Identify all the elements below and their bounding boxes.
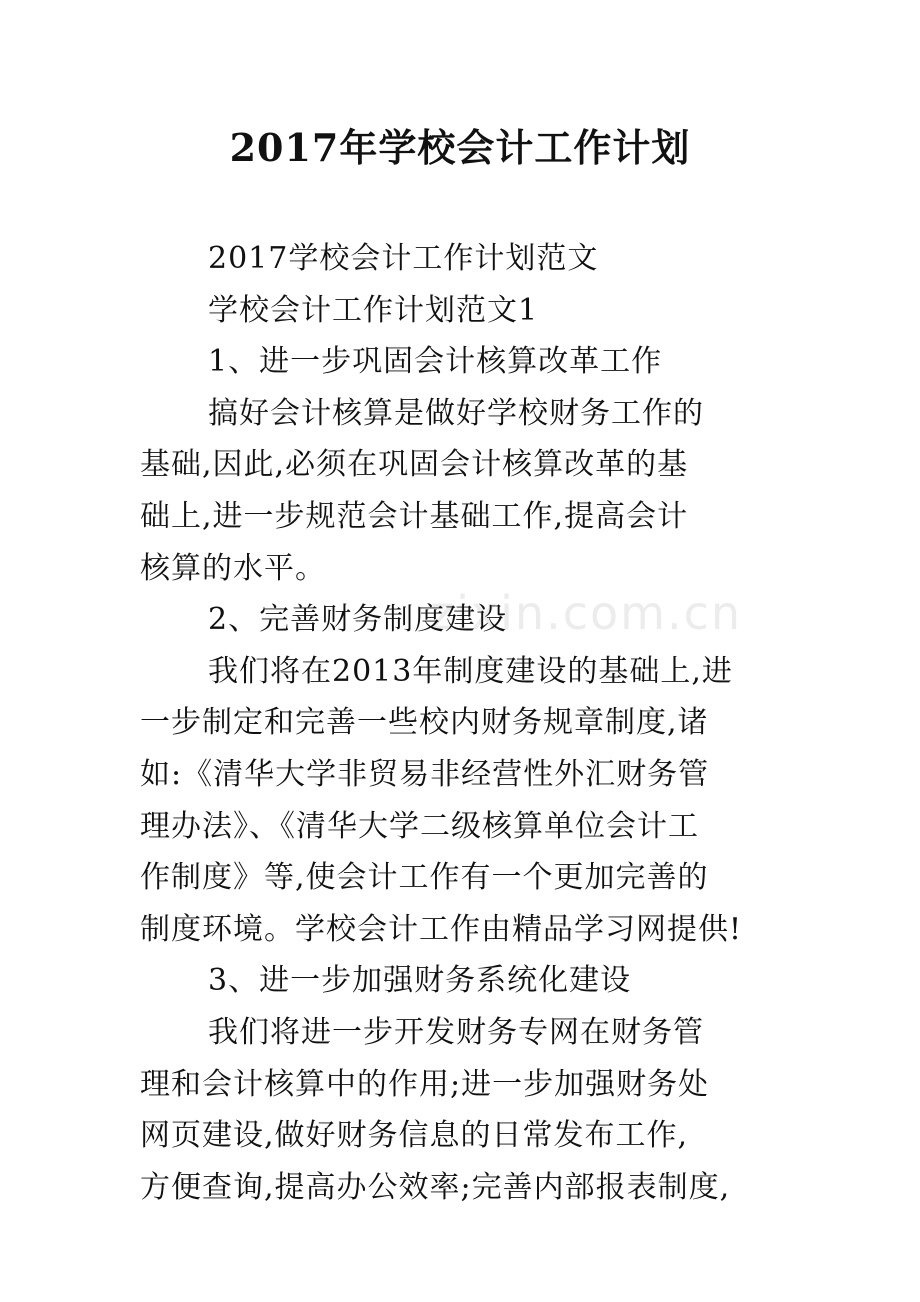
paragraph-line: 我们将在2013年制度建设的基础上,进 <box>208 653 733 689</box>
subtitle-line: 2017学校会计工作计划范文 <box>208 241 599 276</box>
paragraph-line: 基础,因此,必须在巩固会计核算改革的基 <box>140 447 689 483</box>
paragraph-line: 一步制定和完善一些校内财务规章制度,诸 <box>140 705 709 741</box>
item-heading-2: 2、完善财务制度建设 <box>208 602 508 638</box>
document-body <box>140 233 790 1213</box>
section-heading: 学校会计工作计划范文1 <box>208 292 539 328</box>
paragraph-line: 理和会计核算中的作用;进一步加强财务处 <box>140 1066 710 1102</box>
paragraph-line: 网页建设,做好财务信息的日常发布工作, <box>140 1118 689 1154</box>
paragraph-line: 我们将进一步开发财务专网在财务管 <box>208 1014 704 1050</box>
paragraph-line: 理办法》、《清华大学二级核算单位会计工 <box>140 808 699 844</box>
paragraph-line: 搞好会计核算是做好学校财务工作的 <box>208 395 704 431</box>
paragraph-line: 作制度》等,使会计工作有一个更加完善的 <box>140 860 709 896</box>
item-heading-3: 3、进一步加强财务系统化建设 <box>208 963 632 999</box>
paragraph-line: 制度环境。学校会计工作由精品学习网提供! <box>140 911 743 947</box>
paragraph-line: 如:《清华大学非贸易非经营性外汇财务管 <box>140 756 710 792</box>
paragraph-line: 础上,进一步规范会计基础工作,提高会计 <box>140 498 689 534</box>
watermark: zixin.com.cn <box>430 586 743 640</box>
paragraph-line: 核算的水平。 <box>140 550 326 586</box>
item-heading-1: 1、进一步巩固会计核算改革工作 <box>208 344 663 380</box>
document-title: 2017年学校会计工作计划 <box>229 125 691 170</box>
paragraph-line: 方便查询,提高办公效率;完善内部报表制度, <box>140 1169 731 1205</box>
